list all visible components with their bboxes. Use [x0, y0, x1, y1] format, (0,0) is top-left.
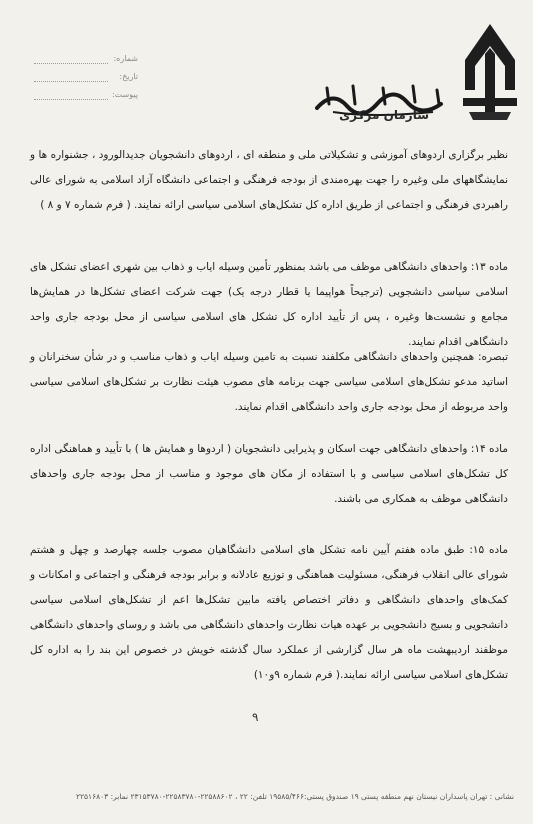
page-number: ۹	[252, 710, 259, 724]
number-field	[34, 54, 138, 68]
paragraph-article-14: ماده ۱۴: واحدهای دانشگاهی جهت اسکان و پذیرایی دانشجویان ( اردوها و همایش ها ) با تأیید و هماهنگی اداره کل تشکل‌های اسلامی سیاسی و با استفاده از مکان های موجود و مناسب از محل بودجه جاری واحدهای دانشگاهی موظف به همکاری می باشند.	[30, 443, 509, 505]
footer-address: نشانی : تهران پاسداران نیستان نهم منطقه پستی ۱۹ صندوق پستی:۱۹۵۸۵/۴۶۶ تلفن: ۲۲ ، ۲۲۵۸۸۶۰۲-۲۲۵۸۳۷۸۰-۲۳۱۵۳۷۸۰ نمابر: ۲۲۵۱۶۸۰۳	[75, 792, 514, 801]
number-label: شماره:	[113, 54, 138, 63]
number-line	[34, 63, 108, 64]
paragraph-article-15: ماده ۱۵: طبق ماده هفتم آیین نامه تشکل های اسلامی دانشگاهیان مصوب جلسه چهارصد و چهل و هشتم شورای عالی انقلاب فرهنگی، مسئولیت هماهنگی و توزیع عادلانه و برابر بودجه فرهنگی و اجتماعی و امکانات و کمک‌های واحدهای دانشگاهی و دفاتر اختصاص یافته مابین تشکل‌ها اعم از تشکل‌های اسلامی سیاسی دانشجویی و بسیج دانشجویی بر عهده هیات نظارت واحدهای دانشگاهی می باشد و روسای واحدهای دانشگاهی موظفند اردیبهشت ماه هر سال گزارشی از عملکرد سال گذشته خویش در خصوص این بند را به اداره کل تشکل‌های اسلامی سیاسی ارائه نمایند.( فرم شماره ۹و۱۰)	[30, 544, 509, 681]
date-field	[34, 72, 138, 86]
attachment-label: پیوست:	[111, 90, 138, 99]
paragraph-note: تبصره: همچنین واحدهای دانشگاهی مکلفند نسبت به تامین وسیله ایاب و ذهاب مناسب و در شأن سخنرانان و اساتید مدعو تشکل‌های اسلامی سیاسی جهت برنامه های مصوب هیئت نظارت بر تشکل‌های اسلامی سیاسی واحد مربوطه از محل بودجه جاری واحد دانشگاهی اقدام نمایند.	[30, 351, 508, 413]
attachment-line	[34, 99, 108, 100]
university-logo-icon	[461, 20, 519, 132]
date-label: تاریخ:	[119, 72, 138, 81]
attachment-field	[34, 90, 138, 104]
paragraph-article-13: ماده ۱۳: واحدهای دانشگاهی موظف می باشد بمنظور تأمین وسیله ایاب و ذهاب بین شهری اعضای تشکل های اسلامی سیاسی دانشجویی (ترجیحاً هواپیما یا قطار درجه یک) جهت شرکت اعضای تشکل‌ها در همایش‌ها مجامع و نشست‌ها وغیره ، پس از تأیید اداره کل تشکل های اسلامی سیاسی از محل بودجه جاری واحد دانشگاهی اقدام نمایند.	[30, 261, 508, 348]
organization-name: سازمان مرکزی	[339, 108, 429, 122]
date-line	[34, 81, 108, 82]
paragraph-intro: نظیر برگزاری اردوهای آموزشی و تشکیلاتی ملی و منطقه ای ، اردوهای دانشجویان جدیدالورود ، جشنواره ها و نمایشگاههای ملی وغیره را جهت بهره‌مندی از بودجه فرهنگی و اجتماعی دانشگاه آزاد اسلامی به شورای عالی راهبردی فرهنگی و اجتماعی از طریق اداره کل تشکل‌های اسلامی سیاسی ارائه نمایند. ( فرم شماره ۷ و ۸ )	[30, 149, 508, 211]
